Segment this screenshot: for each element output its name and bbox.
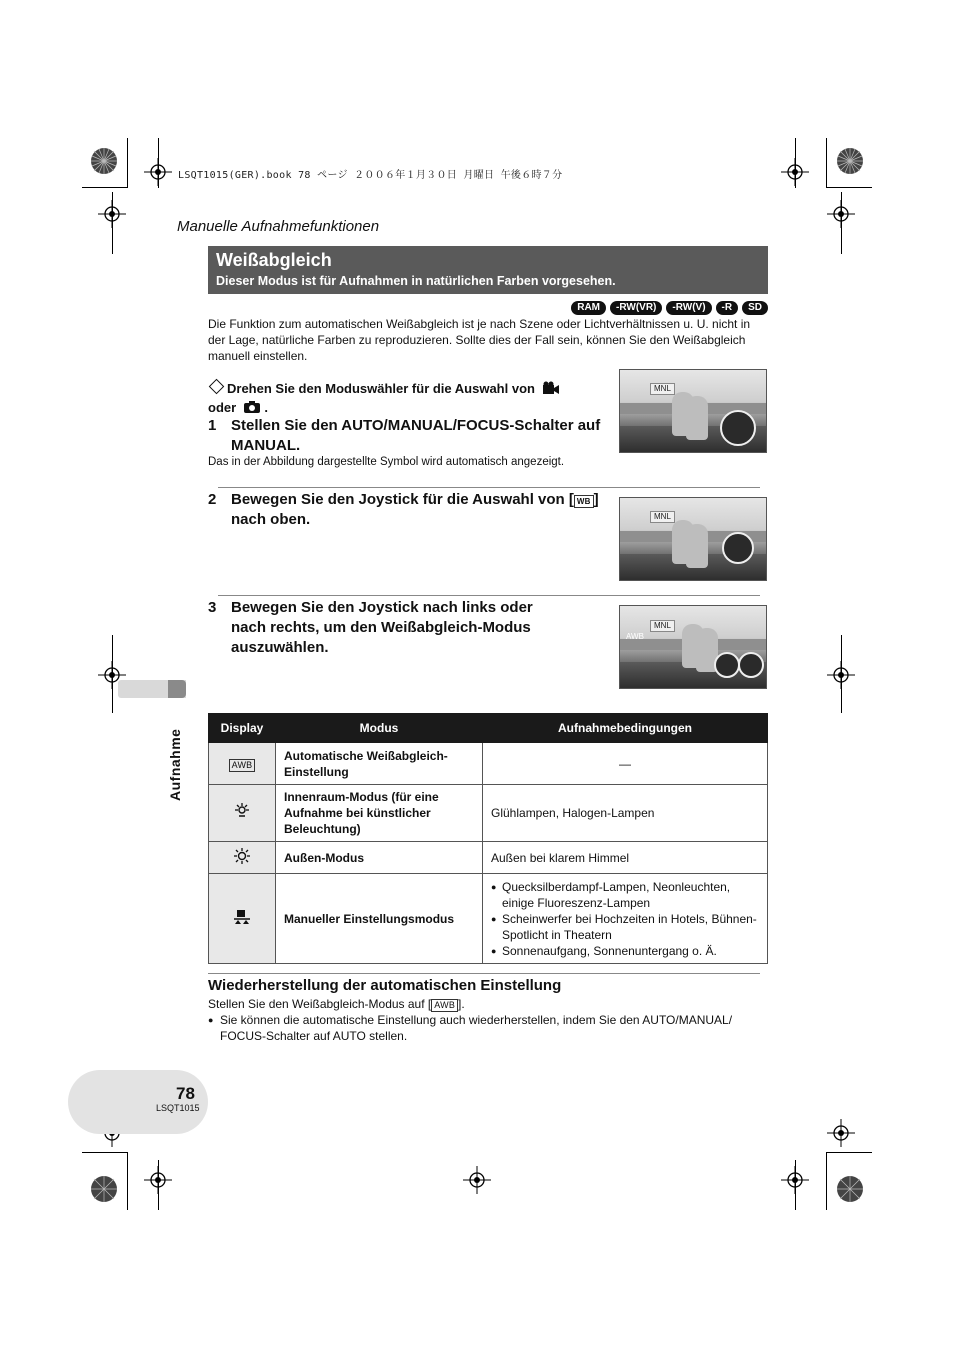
list-item: ● Scheinwerfer bei Hochzeiten in Hotels, Bühnen-Spotlicht in Theatern xyxy=(491,911,759,943)
column-header-display: Display xyxy=(209,714,276,743)
badge-ram: RAM xyxy=(571,301,606,315)
intro-text: Die Funktion zum automatischen Weißabgleich ist je nach Szene oder Lichtverhältnissen u. U. nicht in der Lage, natürliche Farben zu reproduzieren. Sollte dies der Fall sein, können Sie den Weißabgleich manuell einstellen. xyxy=(208,317,751,363)
table-cell-mode: Manueller Einstellungsmodus xyxy=(276,874,483,964)
badge-sd: SD xyxy=(742,301,768,315)
sun-icon xyxy=(234,848,250,864)
video-camera-icon xyxy=(542,381,560,395)
step-0-end: . xyxy=(264,400,269,415)
registration-mark-icon xyxy=(90,1175,118,1203)
side-label: Aufnahme xyxy=(167,728,183,801)
page-title: Weißabgleich xyxy=(216,250,332,270)
step-0-line2: oder xyxy=(208,400,237,415)
awb-icon: AWB xyxy=(431,999,458,1012)
table-cell-conditions: Außen bei klarem Himmel xyxy=(483,842,768,874)
step-0 xyxy=(208,379,608,417)
divider xyxy=(218,595,760,596)
screen-image-3 xyxy=(619,605,767,689)
section-title: Manuelle Aufnahmefunktionen xyxy=(177,218,380,235)
table-cell-mode: Innenraum-Modus (für eine Aufnahme bei künstlicher Beleuchtung) xyxy=(276,785,483,842)
crosshair-icon xyxy=(827,200,855,228)
registration-mark-icon xyxy=(836,147,864,175)
page-code: LSQT1015 xyxy=(156,1103,200,1113)
badge-rw-vr: -RW(VR) xyxy=(610,301,662,315)
joystick-dial-icon xyxy=(738,652,764,678)
page-subtitle: Dieser Modus ist für Aufnahmen in natürlichen Farben vorgesehen. xyxy=(216,274,616,288)
crosshair-icon xyxy=(144,1166,172,1194)
indoor-light-icon xyxy=(234,803,250,819)
table-cell-conditions: — xyxy=(483,743,768,785)
step-number: 3 xyxy=(208,599,217,616)
badge-rw-v: -RW(V) xyxy=(666,301,711,315)
joystick-dial-icon xyxy=(720,410,756,446)
restore-text xyxy=(208,996,773,1044)
mnl-label: MNL xyxy=(650,383,675,395)
badge-r: -R xyxy=(716,301,739,315)
awb-label: AWB xyxy=(626,632,644,641)
divider xyxy=(218,487,760,488)
wb-mode-table xyxy=(208,713,768,964)
column-header-modus: Modus xyxy=(276,714,483,743)
crosshair-icon xyxy=(144,158,172,186)
manual-wb-icon xyxy=(233,909,251,925)
note-text: Das in der Abbildung dargestellte Symbol wird automatisch angezeigt. xyxy=(208,456,565,468)
crosshair-icon xyxy=(827,661,855,689)
divider xyxy=(208,973,760,974)
media-badges xyxy=(571,301,768,315)
restore-title: Wiederherstellung der automatischen Einstellung xyxy=(208,977,562,994)
diamond-icon xyxy=(209,379,225,395)
mnl-label: MNL xyxy=(650,620,675,632)
registration-mark-icon xyxy=(836,1175,864,1203)
wb-icon: WB xyxy=(574,495,594,508)
registration-mark-icon xyxy=(90,147,118,175)
side-tab-marker xyxy=(168,680,186,698)
restore-line-end: ]. xyxy=(458,997,465,1011)
column-header-conditions: Aufnahmebedingungen xyxy=(483,714,768,743)
step-number: 2 xyxy=(208,491,217,508)
crosshair-icon xyxy=(827,1119,855,1147)
restore-line: Stellen Sie den Weißabgleich-Modus auf [ xyxy=(208,997,432,1011)
list-item: ● Quecksilberdampf-Lampen, Neonleuchten, einige Fluoreszenz-Lampen xyxy=(491,879,759,911)
step-number: 1 xyxy=(208,417,217,434)
crosshair-icon xyxy=(781,158,809,186)
page-number: 78 xyxy=(176,1084,195,1103)
joystick-dial-icon xyxy=(722,532,754,564)
awb-icon: AWB xyxy=(229,759,256,772)
step-text: Bewegen Sie den Joystick für die Auswahl von [ xyxy=(231,491,574,508)
step-text-end: ] nach oben. xyxy=(231,491,599,528)
table-cell-conditions: Glühlampen, Halogen-Lampen xyxy=(483,785,768,842)
screen-image-1 xyxy=(619,369,767,453)
joystick-dial-icon xyxy=(714,652,740,678)
table-cell-mode: Automatische Weißabgleich-Einstellung xyxy=(276,743,483,785)
table-row xyxy=(209,842,768,874)
camera-icon xyxy=(243,400,261,414)
crosshair-icon xyxy=(781,1166,809,1194)
step-0-line1: Drehen Sie den Moduswähler für die Auswahl von xyxy=(227,381,535,396)
crosshair-icon xyxy=(463,1166,491,1194)
step-text: Stellen Sie den AUTO/MANUAL/FOCUS-Schalter auf MANUAL. xyxy=(231,417,601,454)
table-row xyxy=(209,785,768,842)
table-row xyxy=(209,743,768,785)
print-header: LSQT1015(GER).book 78 ページ ２００６年１月３０日 月曜日 午後６時７分 xyxy=(178,170,563,181)
mnl-label: MNL xyxy=(650,511,675,523)
restore-bullet: ● Sie können die automatische Einstellung auch wiederherstellen, indem Sie den AUTO/MANUAL/ FOCUS-Schalter auf AUTO stellen. xyxy=(208,1012,773,1044)
title-box xyxy=(208,246,768,294)
table-cell-mode: Außen-Modus xyxy=(276,842,483,874)
step-text: Bewegen Sie den Joystick nach links oder nach rechts, um den Weißabgleich-Modus auszuwählen. xyxy=(231,599,533,656)
screen-image-2 xyxy=(619,497,767,581)
table-row xyxy=(209,874,768,964)
crosshair-icon xyxy=(98,200,126,228)
list-item: ● Sonnenaufgang, Sonnenuntergang o. Ä. xyxy=(491,943,759,959)
table-cell-conditions xyxy=(483,874,768,964)
